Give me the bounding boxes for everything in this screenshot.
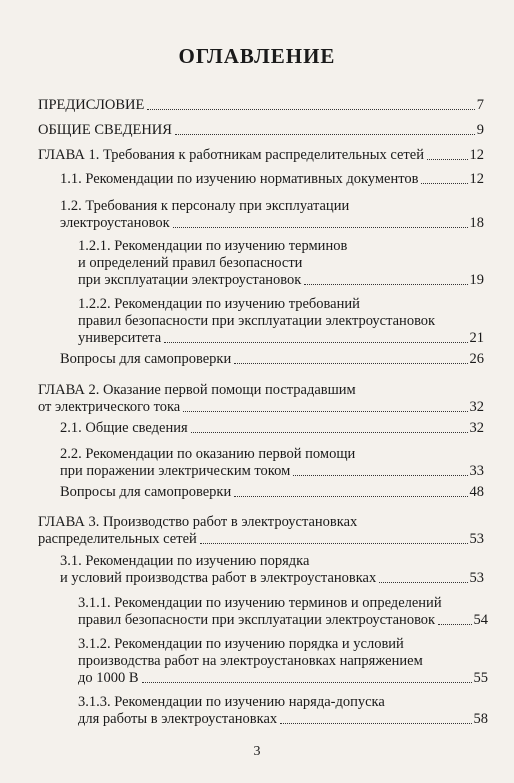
toc-page-number: 19 [469,272,484,288]
toc-entry[interactable] [38,122,484,139]
toc-entry-text: ПРЕДИСЛОВИЕ [38,97,145,113]
toc-page-number: 12 [469,147,484,163]
toc-page-number: 53 [469,531,484,547]
toc-entry[interactable] [60,446,484,480]
toc-page-number: 53 [469,570,484,586]
toc-entry-text: производства работ на электроустановках напряжением [78,653,423,669]
toc-entry[interactable] [38,97,484,114]
toc-entry-text: распределительных сетей [38,531,197,547]
toc-entry-text: 3.1.3. Рекомендации по изучению наряда-допуска [78,694,385,710]
toc-entry-text: ОБЩИЕ СВЕДЕНИЯ [38,122,172,138]
dot-leader [438,624,471,625]
toc-entry[interactable] [38,382,484,416]
toc-entry-text: электроустановок [60,215,170,231]
dot-leader [191,432,468,433]
toc-page-number: 7 [476,97,484,113]
dot-leader [304,284,467,285]
toc-entry-text: Вопросы для самопроверки [60,351,232,367]
toc-entry[interactable] [78,636,488,687]
dot-leader [293,475,467,476]
toc-entry-text: от электрического тока [38,399,181,415]
toc-entry-text: для работы в электроустановках [78,711,278,727]
toc-entry-text: 3.1. Рекомендации по изучению порядка [60,553,310,569]
toc-entry-text: ГЛАВА 3. Производство работ в электроустановках [38,514,358,530]
toc-page-number: 9 [476,122,484,138]
toc-entry[interactable] [78,595,488,629]
toc-page-number: 32 [469,399,484,415]
dot-leader [173,227,468,228]
toc-entry[interactable] [60,553,484,587]
toc-entry-text: до 1000 В [78,670,139,686]
toc-entry[interactable] [38,514,484,548]
toc-entry-text: при поражении электрическим током [60,463,291,479]
toc-entry-text: университета [78,330,162,346]
toc-entry-text: 1.2.1. Рекомендации по изучению терминов [78,238,348,254]
page-number: 3 [253,744,261,759]
toc-entry-text: правил безопасности при эксплуатации электроустановок [78,612,436,628]
dot-leader [175,134,475,135]
dot-leader [427,159,468,160]
toc-entry[interactable] [38,147,484,164]
toc-entry-text: 3.1.1. Рекомендации по изучению терминов и определений [78,595,442,611]
toc-entry-text: 2.1. Общие сведения [60,420,188,436]
toc-page-number: 21 [469,330,484,346]
dot-leader [164,342,467,343]
toc-page-number: 33 [469,463,484,479]
dot-leader [234,496,467,497]
dot-leader [421,183,467,184]
toc-entry-text: ГЛАВА 1. Требования к работникам распределительных сетей [38,147,424,163]
toc-entry-text: при эксплуатации электроустановок [78,272,302,288]
dot-leader [183,411,467,412]
dot-leader [234,363,467,364]
toc-entry-text: 1.1. Рекомендации по изучению нормативных документов [60,171,419,187]
dot-leader [147,109,474,110]
toc-entry-text: 1.2.2. Рекомендации по изучению требований [78,296,360,312]
dot-leader [280,723,471,724]
dot-leader [142,682,472,683]
toc-page-number: 12 [469,171,484,187]
toc-entry-text: и определений правил безопасности [78,255,303,271]
toc-entry-text: 2.2. Рекомендации по оказанию первой помощи [60,446,356,462]
toc-entry-text: и условий производства работ в электроустановках [60,570,377,586]
toc-page-number: 58 [473,711,488,727]
toc-page-number: 54 [473,612,488,628]
toc-entry-text: Вопросы для самопроверки [60,484,232,500]
toc-entry[interactable] [78,238,484,289]
toc-entry-text: 1.2. Требования к персоналу при эксплуатации [60,198,350,214]
toc-entry[interactable] [78,694,488,728]
toc-page-number: 48 [469,484,484,500]
toc-entry-text: правил безопасности при эксплуатации электроустановок [78,313,436,329]
page-title: ОГЛАВЛЕНИЕ [178,44,336,68]
toc-entry-text: 3.1.2. Рекомендации по изучению порядка и условий [78,636,404,652]
dot-leader [379,582,467,583]
toc-page-number: 26 [469,351,484,367]
toc-entry[interactable] [60,171,484,188]
toc-entry-text: ГЛАВА 2. Оказание первой помощи пострадавшим [38,382,356,398]
toc-entry[interactable] [60,198,484,232]
toc-entry[interactable] [60,420,484,437]
toc-entry[interactable] [60,484,484,501]
dot-leader [200,543,468,544]
toc-page-number: 18 [469,215,484,231]
toc-page-number: 32 [469,420,484,436]
toc-entry[interactable] [78,296,484,347]
toc-entry[interactable] [60,351,484,368]
toc-page-number: 55 [473,670,488,686]
